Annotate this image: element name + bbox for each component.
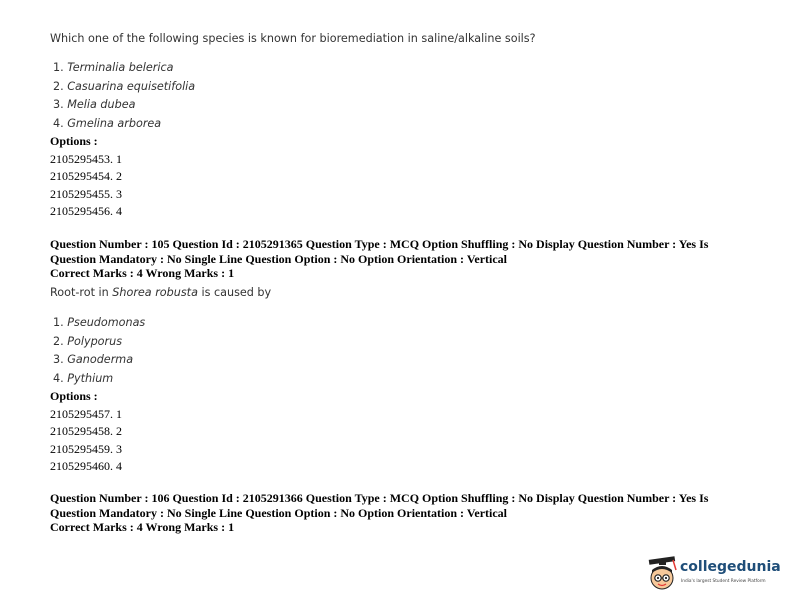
marks-line: Correct Marks : 4 Wrong Marks : 1 [50, 520, 235, 534]
meta-line: Question Number : 106 Question Id : 2105291366 Question Type : MCQ Option Shuffling : No Display Question Number : Yes Is [50, 491, 709, 505]
options-label: Options : [50, 389, 98, 403]
option-id: 2105295456. 4 [50, 204, 122, 218]
question-104-option-ids [50, 133, 122, 221]
logo-tagline: India's largest Student Review Platform [681, 579, 766, 584]
option-id: 2105295458. 2 [50, 424, 122, 438]
option-id: 2105295460. 4 [50, 459, 122, 473]
choice-item: 1. Terminalia belerica [53, 61, 174, 74]
option-id: 2105295457. 1 [50, 406, 122, 421]
mascot-icon [645, 556, 679, 594]
option-id: 2105295453. 1 [50, 151, 122, 166]
collegedunia-logo [645, 556, 790, 596]
choice-item: 3. Ganoderma [53, 353, 134, 366]
choice-item: 1. Pseudomonas [53, 316, 146, 329]
question-106-meta [50, 491, 750, 535]
option-id: 2105295454. 2 [50, 169, 122, 183]
meta-line: Question Number : 105 Question Id : 2105291365 Question Type : MCQ Option Shuffling : No Display Question Number : Yes Is [50, 237, 709, 251]
choice-item: 2. Polyporus [53, 334, 123, 348]
question-105-choices [53, 314, 145, 388]
meta-line: Question Mandatory : No Single Line Question Option : No Option Orientation : Vertical [50, 505, 508, 520]
meta-line: Question Mandatory : No Single Line Question Option : No Option Orientation : Vertical [50, 251, 508, 266]
question-104-choices [53, 59, 195, 133]
question-105-text: Root-rot in Shorea robusta is caused by [50, 286, 272, 299]
options-label: Options : [50, 134, 98, 148]
choice-item: 3. Melia dubea [53, 98, 136, 111]
question-104-text: Which one of the following species is known for bioremediation in saline/alkaline soils? [50, 32, 536, 45]
choice-item: 2. Casuarina equisetifolia [53, 79, 196, 93]
marks-line: Correct Marks : 4 Wrong Marks : 1 [50, 266, 235, 280]
option-id: 2105295455. 3 [50, 186, 122, 201]
question-105-option-ids [50, 388, 122, 476]
question-105-meta [50, 237, 750, 281]
logo-name: collegedunia [680, 559, 781, 575]
choice-item: 4. Pythium [53, 371, 114, 385]
choice-item: 4. Gmelina arborea [53, 116, 162, 130]
option-id: 2105295459. 3 [50, 441, 122, 456]
